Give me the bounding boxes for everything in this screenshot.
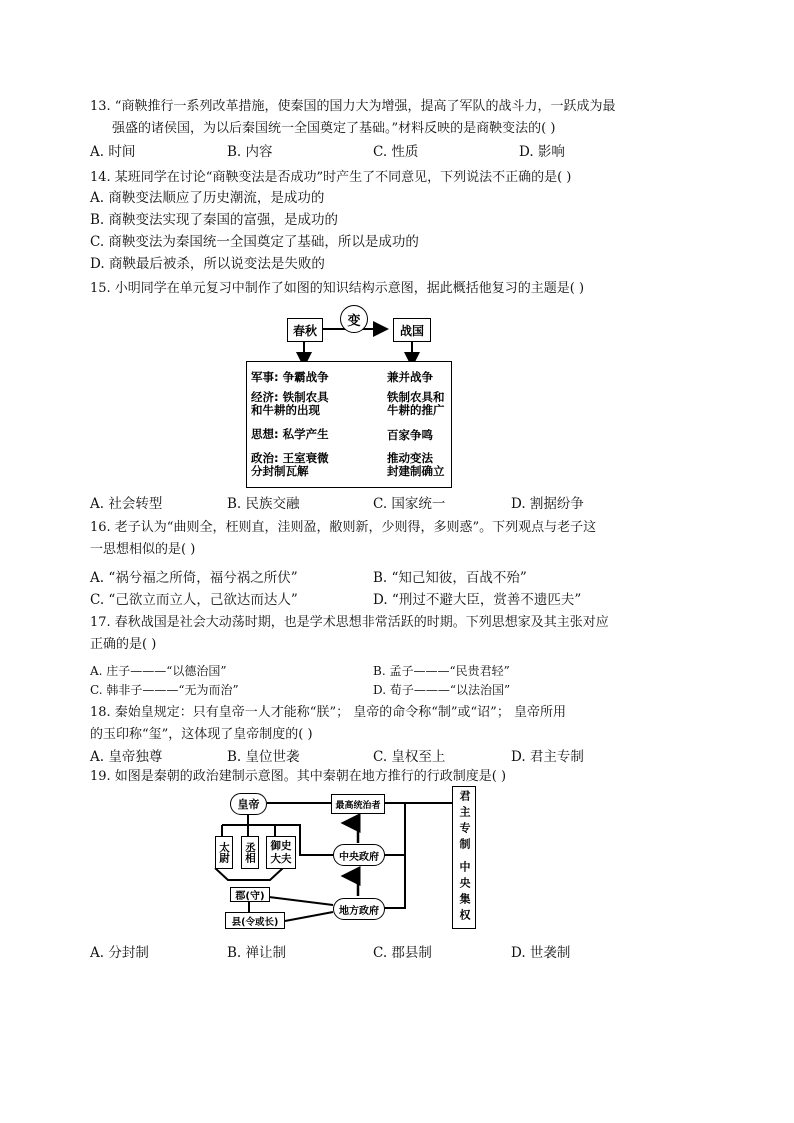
- row4-right: 推动变法 封建制确立: [387, 451, 445, 478]
- taiwei-box: 太尉: [215, 836, 233, 869]
- monarchy-label: 君主专制: [458, 790, 471, 855]
- q18-stem-line1: 18. 秦始皇规定：只有皇帝一人才能称“朕”； 皇帝的命令称“制”或“诏”； 皇帝所用: [90, 705, 566, 720]
- row1-right: 兼并战争: [387, 370, 433, 384]
- q13-stem-line2: 强盛的诸侯国，为以后秦国统一全国奠定了基础。”材料反映的是商鞅变法的( ): [112, 121, 556, 136]
- q16-option-c: C. “己欲立而立人，己欲达而达人”: [90, 592, 298, 608]
- q16-option-d: D. “刑过不避大臣，赏善不遗匹夫”: [373, 592, 582, 608]
- q13-option-d: D. 影响: [519, 144, 565, 160]
- q14-option-d: D. 商鞅最后被杀，所以说变法是失败的: [90, 256, 325, 272]
- q13-option-a: A. 时间: [90, 144, 136, 160]
- q15-option-d: D. 割据纷争: [511, 496, 584, 512]
- row3-left: 思想: 私学产生: [251, 427, 329, 441]
- q16-stem-line2: 一思想相似的是( ): [90, 542, 196, 557]
- emperor-oval: 皇帝: [230, 793, 267, 815]
- q14-option-a: A. 商鞅变法顺应了历史潮流，是成功的: [90, 190, 325, 206]
- yushi-box: 御史大夫: [266, 836, 296, 869]
- q14-option-c: C. 商鞅变法为秦国统一全国奠定了基础，所以是成功的: [90, 234, 419, 250]
- q14-stem: 14. 某班同学在讨论“商鞅变法是否成功”时产生了不同意见，下列说法不正确的是( ): [90, 170, 572, 185]
- jun-box: 郡(守): [230, 887, 270, 902]
- row4-left: 政治: 王室衰微 分封制瓦解: [251, 451, 329, 478]
- q17-option-d: D. 荀子———“以法治国”: [373, 683, 511, 697]
- chengxiang-box: 丞相: [241, 836, 259, 869]
- side-label-box: [452, 786, 476, 929]
- q17-option-b: B. 孟子———“民贵君轻”: [373, 664, 510, 678]
- q15-option-b: B. 民族交融: [227, 496, 300, 512]
- q13-option-c: C. 性质: [373, 144, 419, 160]
- row1-left: 军事: 争霸战争: [251, 370, 329, 384]
- supreme-ruler-box: 最高统治者: [331, 794, 385, 814]
- row3-right: 百家争鸣: [387, 428, 433, 442]
- q17-option-c: C. 韩非子———“无为而治”: [90, 683, 239, 697]
- q13-stem-line1: 13. “商鞅推行一系列改革措施，使秦国的国力大为增强，提高了军队的战斗力，一跃成为最: [90, 99, 616, 114]
- q18-option-c: C. 皇权至上: [373, 749, 446, 765]
- central-government-oval: 中央政府: [333, 844, 385, 866]
- q18-stem-line2: 的玉印称“玺”，这体现了皇帝制度的( ): [90, 727, 313, 742]
- row2-right: 铁制农具和 牛耕的推广: [387, 390, 445, 417]
- q19-option-c: C. 郡县制: [373, 945, 432, 961]
- officials-funnel: [215, 868, 283, 880]
- q18-option-d: D. 君主专制: [511, 749, 584, 765]
- change-circle: 变: [340, 305, 368, 333]
- q15-option-a: A. 社会转型: [90, 496, 163, 512]
- q17-stem-line1: 17. 春秋战国是社会大动荡时期，也是学术思想非常活跃的时期。下列思想家及其主张对应: [90, 615, 609, 630]
- q16-option-a: A. “祸兮福之所倚，福兮祸之所伏”: [90, 570, 298, 586]
- chunqiu-box: 春秋: [287, 318, 323, 342]
- q19-option-b: B. 禅让制: [227, 945, 287, 961]
- row2-left: 经济: 铁制农具 和牛耕的出现: [251, 390, 329, 417]
- q19-option-d: D. 世袭制: [511, 945, 571, 961]
- q17-option-a: A. 庄子———“以德治国”: [90, 664, 227, 678]
- q17-stem-line2: 正确的是( ): [90, 637, 157, 652]
- q16-option-b: B. “知己知彼，百战不殆”: [373, 570, 527, 586]
- q15-stem: 15. 小明同学在单元复习中制作了如图的知识结构示意图，据此概括他复习的主题是( ): [90, 281, 585, 296]
- local-government-oval: 地方政府: [333, 898, 385, 920]
- q18-option-a: A. 皇帝独尊: [90, 749, 163, 765]
- xian-box: 县(令或长): [225, 912, 285, 929]
- zhanguo-box: 战国: [393, 318, 431, 342]
- q15-option-c: C. 国家统一: [373, 496, 446, 512]
- xian-local-line: [285, 912, 333, 921]
- q13-option-b: B. 内容: [227, 144, 273, 160]
- q19-stem: 19. 如图是秦朝的政治建制示意图。其中秦朝在地方推行的行政制度是( ): [90, 769, 507, 784]
- centralization-label: 中央集权: [458, 860, 471, 925]
- q14-option-b: B. 商鞅变法实现了秦国的富强，是成功的: [90, 212, 339, 228]
- q18-option-b: B. 皇位世袭: [227, 749, 300, 765]
- jun-local-line: [269, 897, 333, 905]
- q19-option-a: A. 分封制: [90, 945, 149, 961]
- q16-stem-line1: 16. 老子认为“曲则全，枉则直，洼则盈，敝则新，少则得，多则惑”。下列观点与老子这: [90, 520, 597, 535]
